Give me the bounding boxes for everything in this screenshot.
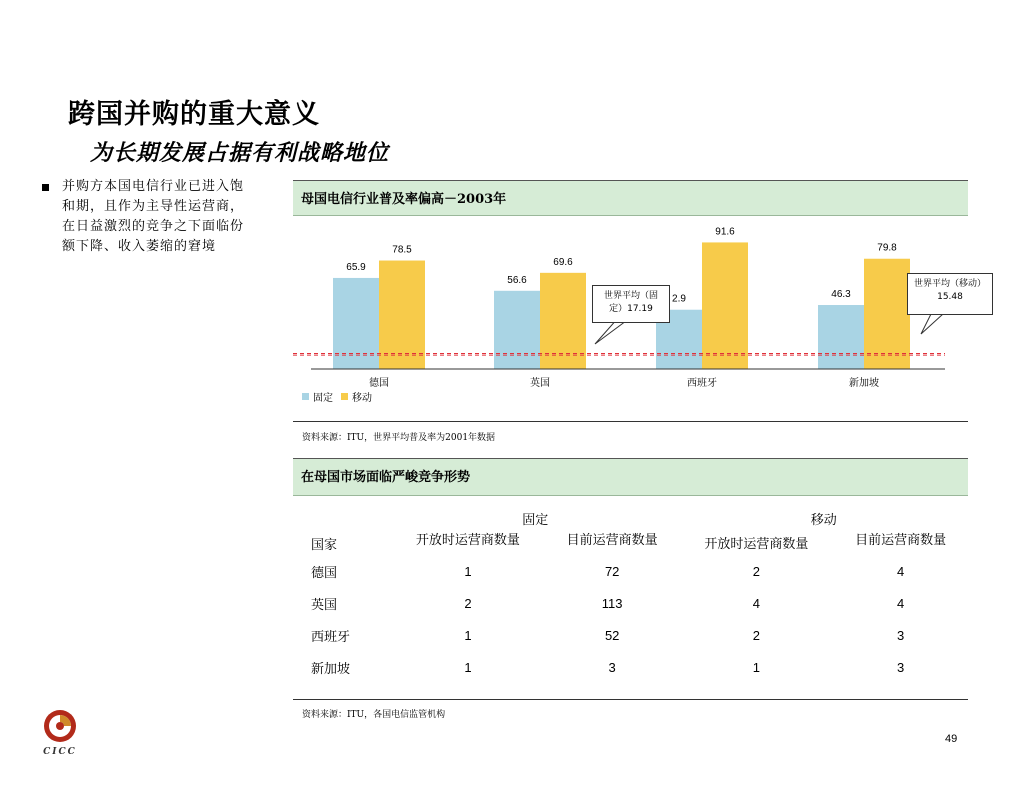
cell-mobile-now: 3: [897, 659, 905, 675]
cell-fixed-open: 1: [464, 563, 472, 579]
operators-table: [293, 507, 968, 683]
cell-fixed-open: 1: [464, 627, 472, 643]
header-group-fixed: 固定: [522, 512, 549, 528]
row-country: 新加坡: [311, 661, 351, 677]
panel1-divider: [293, 421, 968, 422]
header-country: 国家: [311, 538, 338, 553]
cell-mobile-open: 2: [752, 627, 761, 643]
table-row: [293, 619, 968, 651]
logo-text: CICC: [43, 747, 77, 757]
row-country: 英国: [311, 597, 338, 613]
x-tick-label: 英国: [530, 378, 550, 389]
page-subtitle: 为长期发展占据有利战略地位: [90, 140, 390, 166]
bar-value-label: 78.5: [392, 244, 412, 256]
cell-fixed-now: 3: [608, 659, 616, 675]
bar-value-label: 79.8: [877, 242, 897, 254]
header-mobile-now: 目前运营商数量: [855, 533, 947, 548]
cell-fixed-now: 113: [601, 595, 623, 611]
bar-value-label: 69.6: [553, 256, 573, 268]
row-country: 西班牙: [311, 629, 351, 645]
header-fixed-open: 开放时运营商数量: [415, 533, 520, 548]
table-row: [293, 651, 968, 683]
bar-value-label: 46.3: [831, 289, 851, 301]
callout-fixed-average: 世界平均（固定）17.19: [592, 285, 670, 323]
legend-label-fixed: 固定: [313, 393, 333, 404]
bar-mobile: [379, 261, 425, 369]
table-panel-heading: 在母国市场面临严峻竞争形势: [293, 458, 968, 496]
cell-fixed-now: 52: [604, 627, 620, 643]
cell-fixed-now: 72: [604, 563, 620, 579]
bullet-text: 并购方本国电信行业已进入饱和期，且作为主导性运营商，在日益激烈的竞争之下面临份额下降、收入萎缩的窘境: [62, 179, 245, 254]
header-mobile-open: 开放时运营商数量: [704, 537, 809, 552]
bar-mobile: [702, 242, 748, 369]
bar-value-label: 91.6: [715, 226, 735, 238]
cell-fixed-open: 2: [464, 595, 472, 611]
legend-swatch-mobile: [341, 393, 348, 400]
panel2-source: 资料来源：ITU，各国电信监管机构: [302, 710, 446, 720]
row-country: 德国: [311, 565, 338, 581]
x-tick-label: 新加坡: [849, 378, 879, 389]
bar-value-label: 2.9: [672, 293, 686, 305]
header-group-mobile: 移动: [810, 512, 837, 528]
bar-fixed: [494, 291, 540, 369]
cell-mobile-open: 1: [752, 659, 761, 675]
bar-value-label: 56.6: [507, 274, 527, 286]
cell-mobile-open: 2: [752, 563, 761, 579]
legend-swatch-fixed: [302, 393, 309, 400]
cell-mobile-now: 3: [897, 627, 905, 643]
bar-mobile: [864, 259, 910, 369]
bar-value-label: 65.9: [346, 261, 366, 273]
cell-mobile-now: 4: [897, 595, 905, 611]
header-fixed-now: 目前运营商数量: [566, 533, 658, 548]
cicc-logo: [38, 708, 82, 758]
callout-mobile-average: 世界平均（移动）15.48: [907, 273, 993, 315]
bullet-marker: [42, 184, 49, 191]
panel2-divider: [293, 699, 968, 700]
chart-legend: [302, 389, 372, 404]
table-row: [293, 555, 968, 587]
legend-label-mobile: 移动: [352, 393, 372, 404]
page-title: 跨国并购的重大意义: [68, 99, 320, 130]
cell-fixed-open: 1: [464, 659, 472, 675]
x-tick-label: 德国: [369, 378, 389, 389]
cell-mobile-open: 4: [752, 595, 761, 611]
chart-panel-heading: 母国电信行业普及率偏高－2003年: [293, 180, 968, 216]
bar-fixed: [818, 305, 864, 369]
table-row: [293, 587, 968, 619]
cell-mobile-now: 4: [897, 563, 905, 579]
page-number: 49: [945, 733, 958, 745]
callout-pointer-mobile: [921, 314, 943, 334]
panel1-source: 资料来源：ITU，世界平均普及率为2001年数据: [302, 433, 496, 443]
x-tick-label: 西班牙: [687, 378, 717, 389]
